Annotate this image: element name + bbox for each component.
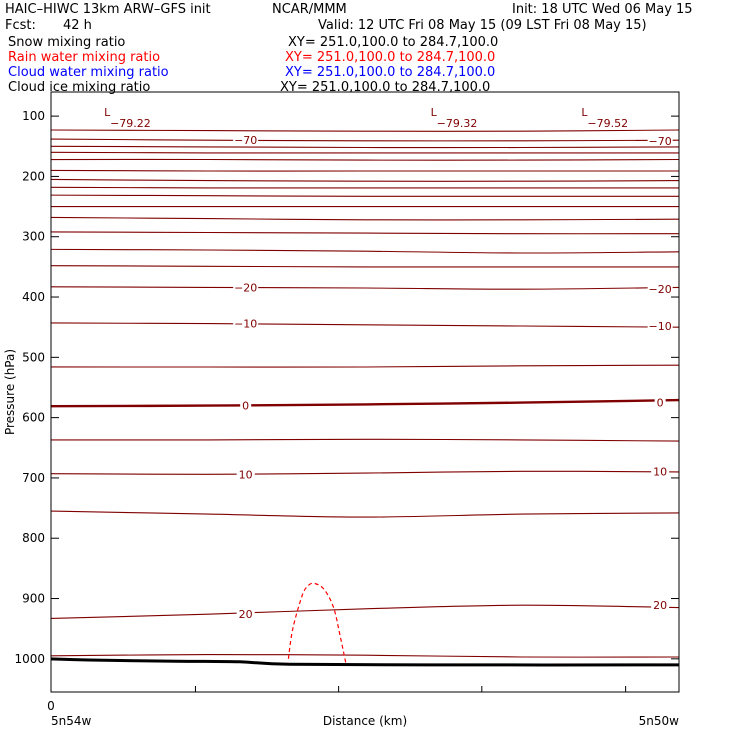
model-title: HAIC–HIWC 13km ARW–GFS init	[5, 2, 211, 17]
isotherm-line-14	[51, 287, 679, 289]
x-endpoint-right: 5n50w	[638, 714, 679, 728]
field-cloud-ice-name: Cloud ice mixing ratio	[8, 80, 151, 95]
isotherm-line-21	[51, 605, 679, 618]
field-cloud-water-name: Cloud water mixing ratio	[8, 65, 169, 80]
isotherm-line-22	[51, 655, 679, 658]
field-snow-name: Snow mixing ratio	[8, 35, 126, 50]
rain-mixing-ratio-contour	[288, 583, 346, 665]
isotherm-line-2	[51, 146, 679, 147]
field-cloud-water-xy: XY= 251.0,100.0 to 284.7,100.0	[285, 65, 496, 80]
isotherm-line-15	[51, 323, 679, 327]
x-endpoint-left: 5n54w	[51, 714, 92, 728]
isotherm-label: −70	[234, 134, 258, 148]
isotherm-line-1	[51, 139, 679, 141]
y-tick-label: 900	[22, 591, 45, 606]
isotherm-line-4	[51, 159, 679, 160]
y-tick-label: 500	[22, 350, 45, 365]
isotherm-line-12	[51, 249, 679, 253]
isotherm-line-19	[51, 471, 679, 474]
isotherm-line-0	[51, 130, 679, 131]
y-tick-label: 1000	[14, 651, 45, 666]
isotherm-label: 10	[238, 468, 253, 482]
field-snow-xy: XY= 251.0,100.0 to 284.7,100.0	[288, 35, 499, 50]
isotherm-label: −70	[648, 134, 672, 148]
isotherm-label: 0	[242, 399, 250, 413]
isotherm-line-18	[51, 439, 679, 441]
valid-time: Valid: 12 UTC Fri 08 May 15 (09 LST Fri 08 May 15)	[318, 18, 647, 33]
x-axis-label: Distance (km)	[322, 714, 408, 728]
y-tick-label: 100	[22, 109, 45, 124]
isotherm-line-10	[51, 217, 679, 219]
isotherm-line-6	[51, 179, 679, 181]
y-tick-label: 600	[22, 410, 45, 425]
isotherm-line-7	[51, 187, 679, 188]
isotherm-label: −10	[234, 317, 258, 331]
y-tick-label: 400	[22, 290, 45, 305]
forecast-label: Fcst:	[5, 18, 36, 33]
isotherm-label: −10	[648, 319, 672, 333]
isotherm-line-17	[51, 400, 679, 406]
min-value: −79.52	[587, 117, 629, 130]
org-label: NCAR/MMM	[272, 2, 347, 17]
field-rain-xy: XY= 251.0,100.0 to 284.7,100.0	[285, 50, 496, 65]
plot-frame	[51, 92, 679, 692]
isotherm-line-11	[51, 232, 679, 234]
isotherm-line-20	[51, 511, 679, 517]
isotherm-line-16	[51, 365, 679, 367]
min-marker: L	[430, 106, 437, 119]
isotherm-line-3	[51, 152, 679, 153]
min-marker: L	[104, 106, 111, 119]
min-value: −79.22	[110, 117, 151, 130]
init-time: Init: 18 UTC Wed 06 May 15	[512, 2, 693, 17]
y-tick-label: 200	[22, 169, 45, 184]
isotherm-label: −20	[234, 281, 258, 295]
isotherm-line-8	[51, 195, 679, 196]
isotherm-label: 0	[656, 396, 664, 410]
min-value: −79.32	[436, 117, 478, 130]
isotherm-line-5	[51, 170, 679, 171]
x-tick-label: 0	[47, 699, 55, 713]
isotherm-label: −20	[648, 283, 672, 297]
y-axis-label: Pressure (hPa)	[3, 348, 17, 436]
y-tick-label: 800	[22, 531, 45, 546]
field-cloud-ice-xy: XY= 251.0,100.0 to 284.7,100.0	[280, 80, 491, 95]
isotherm-line-13	[51, 266, 679, 267]
field-rain-name: Rain water mixing ratio	[8, 50, 161, 65]
isotherm-label: 20	[653, 599, 668, 613]
y-tick-label: 300	[22, 229, 45, 244]
min-marker: L	[581, 106, 588, 119]
forecast-hour: 42 h	[63, 18, 92, 33]
y-tick-label: 700	[22, 470, 45, 485]
isotherm-label: 10	[653, 465, 668, 479]
isotherm-label: 20	[238, 608, 253, 622]
terrain-line	[51, 659, 679, 665]
